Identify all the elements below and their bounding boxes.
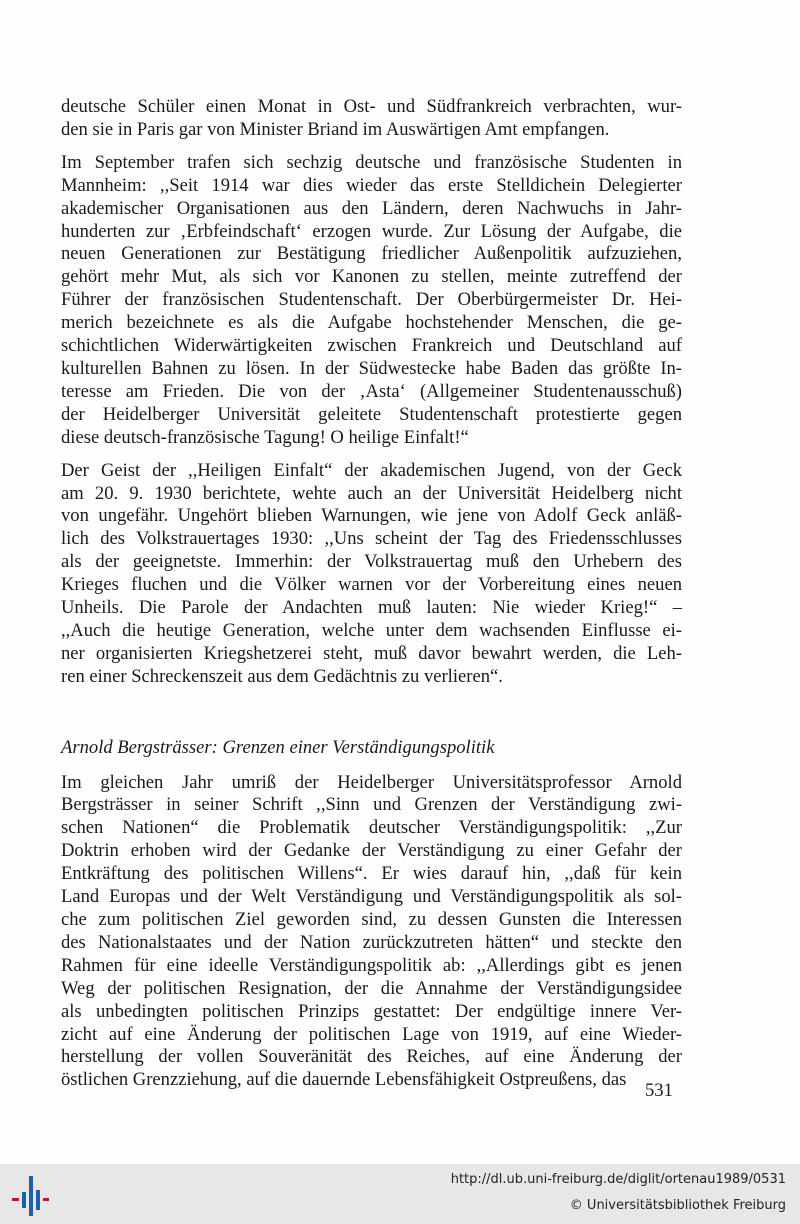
footer-url-link[interactable]: http://dl.ub.uni-freiburg.de/diglit/ortenau1989/0531 bbox=[450, 1172, 786, 1187]
text-line: herstellung der vollen Souveränität des Reiches, auf eine Änderung der bbox=[61, 1046, 682, 1068]
text-line: am 20. 9. 1930 berichtete, wehte auch an der Universität Heidelberg nicht bbox=[61, 482, 682, 504]
text-line: ner organisierten Kriegshetzerei steht, muß davor bewahrt werden, die Leh- bbox=[61, 642, 682, 664]
text-line: gehört mehr Mut, als sich vor Kanonen zu stellen, meinte zutreffend der bbox=[61, 266, 682, 288]
text-line: von ungefähr. Ungehört blieben Warnungen, wie jene von Adolf Geck anläß- bbox=[61, 505, 682, 527]
text-line: kulturellen Bahnen zu lösen. In der Südwestecke habe Baden das größte In- bbox=[61, 357, 682, 379]
footer-bar bbox=[0, 1164, 800, 1224]
text-line: zicht auf eine Änderung der politischen Lage von 1919, auf eine Wieder- bbox=[61, 1023, 682, 1045]
text-line: Der Geist der ,,Heiligen Einfalt“ der akademischen Jugend, von der Geck bbox=[61, 459, 682, 481]
text-line: diese deutsch-französische Tagung! O heilige Einfalt!“ bbox=[61, 426, 469, 448]
paragraph-section bbox=[61, 772, 682, 1093]
text-line: des Nationalstaates und der Nation zurückzutreten hätten“ und steckte den bbox=[61, 931, 682, 953]
page-number: 531 bbox=[645, 1080, 673, 1101]
library-logo-icon bbox=[10, 1174, 50, 1218]
footer-copyright: © Universitätsbibliothek Freiburg bbox=[569, 1198, 786, 1213]
text-line: merich bezeichnete es als die Aufgabe hochstehender Menschen, die ge- bbox=[61, 312, 682, 334]
text-line: deutsche Schüler einen Monat in Ost- und Südfrankreich verbrachten, wur- bbox=[61, 96, 682, 117]
text-line: östlichen Grenzziehung, auf die dauernde Lebensfähigkeit Ostpreußens, das bbox=[61, 1069, 627, 1091]
text-line: schen Nationen“ die Problematik deutscher Verständigungspolitik: ,,Zur bbox=[61, 817, 682, 839]
text-line: teresse am Frieden. Die von der ‚Asta‘ (Allgemeiner Studentenausschuß) bbox=[61, 380, 682, 402]
text-line: Führer der französischen Studentenschaft. Der Oberbürgermeister Dr. Hei- bbox=[61, 289, 682, 311]
text-line: lich des Volkstrauertages 1930: ,,Uns scheint der Tag des Friedensschlusses bbox=[61, 528, 682, 550]
text-line: ,,Auch die heutige Generation, welche unter dem wachsenden Einflusse ei- bbox=[61, 619, 682, 641]
text-line: Im gleichen Jahr umriß der Heidelberger Universitätsprofessor Arnold bbox=[61, 771, 682, 793]
section-heading: Arnold Bergsträsser: Grenzen einer Verständigungspolitik bbox=[61, 736, 495, 758]
text-line: als der geeignetste. Immerhin: der Volkstrauertag muß den Urhebern des bbox=[61, 551, 682, 573]
text-line: ren einer Schreckenszeit aus dem Gedächtnis zu verlieren“. bbox=[61, 665, 503, 687]
text-line: Krieges fluchen und die Völker warnen vor der Vorbereitung eines neuen bbox=[61, 574, 682, 596]
text-line: Rahmen für eine ideelle Verständigungspolitik ab: ,,Allerdings gibt es jenen bbox=[61, 954, 682, 976]
text-line: als unbedingten politischen Prinzips gestattet: Der endgültige innere Ver- bbox=[61, 1000, 682, 1022]
text-line: Weg der politischen Resignation, der die Annahme der Verständigungsidee bbox=[61, 977, 682, 999]
text-line: der Heidelberger Universität geleitete Studentenschaft protestierte gegen bbox=[61, 403, 682, 425]
text-line: den sie in Paris gar von Minister Briand im Auswärtigen Amt empfangen. bbox=[61, 118, 610, 140]
text-line: hunderten zur ‚Erbfeindschaft‘ erzogen wurde. Zur Lösung der Aufgabe, die bbox=[61, 220, 682, 242]
text-line: Doktrin erhoben wird der Gedanke der Verständigung zu einer Gefahr der bbox=[61, 840, 682, 862]
paragraph-3 bbox=[61, 460, 682, 689]
text-line: che zum politischen Ziel geworden sind, zu dessen Gunsten die Interessen bbox=[61, 909, 682, 930]
text-line: akademischer Organisationen aus den Ländern, deren Nachwuchs in Jahr- bbox=[61, 197, 682, 219]
text-line: Unheils. Die Parole der Andachten muß lauten: Nie wieder Krieg!“ – bbox=[61, 597, 682, 619]
page-body bbox=[61, 96, 682, 1092]
text-line: schichtlichen Widerwärtigkeiten zwischen Frankreich und Deutschland auf bbox=[61, 335, 682, 357]
text-line: Mannheim: ,,Seit 1914 war dies wieder das erste Stelldichein Delegierter bbox=[61, 174, 682, 196]
text-line: Im September trafen sich sechzig deutsche und französische Studenten in bbox=[61, 151, 682, 173]
text-line: Entkräftung des politischen Willens“. Er wies darauf hin, ,,daß für kein bbox=[61, 863, 682, 885]
paragraph-2 bbox=[61, 152, 682, 450]
text-line: Land Europas und der Welt Verständigung und Verständigungspolitik als sol- bbox=[61, 886, 682, 908]
text-line: neuen Generationen zur Bestätigung friedlicher Außenpolitik aufzuziehen, bbox=[61, 243, 682, 265]
text-line: Bergsträsser in seiner Schrift ,,Sinn und Grenzen der Verständigung zwi- bbox=[61, 794, 682, 816]
paragraph-1 bbox=[61, 96, 682, 142]
